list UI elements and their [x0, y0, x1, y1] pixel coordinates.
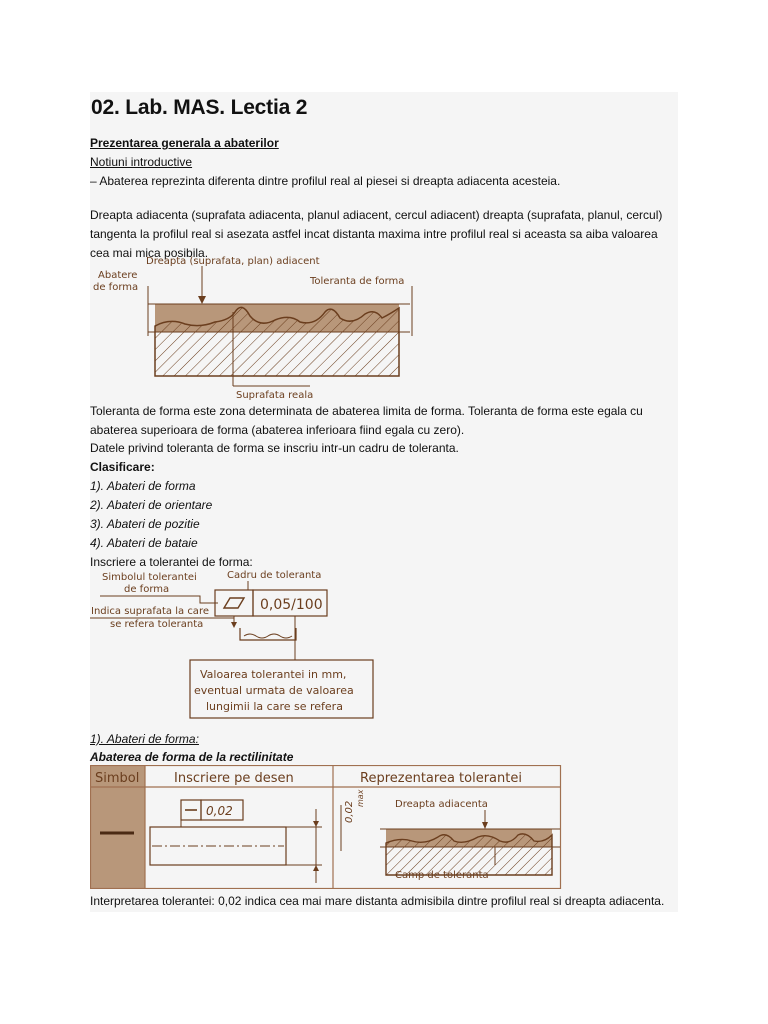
classification-item: 3). Abateri de pozitie — [90, 517, 200, 531]
adjacent-line-figure — [90, 256, 420, 402]
paragraph-6: Interpretarea tolerantei: 0,02 indica cea mai mare distanta admisibila dintre profilul real si dreapta adiacenta. — [90, 894, 665, 908]
paragraph-2: Dreapta adiacenta (suprafata adiacenta, planul adiacent, cercul adiacent) dreapta (suprafata, planul, cercul) tangenta la profilul real si asezata astfel incat distanta maxima intre profilul real si aceasta sa aiba valoarea cea mai mica posibila. — [90, 208, 663, 260]
rep-max: max — [356, 789, 365, 807]
classification-item: 4). Abateri de bataie — [90, 536, 198, 550]
subsection-heading: Abaterea de forma de la rectilinitate — [90, 750, 294, 764]
section-heading: Prezentarea generala a abaterilor — [90, 136, 279, 150]
table-header-simbol: Simbol — [95, 771, 140, 786]
classification-item: 2). Abateri de orientare — [90, 498, 213, 512]
paragraph-5: Inscriere a tolerantei de forma: — [90, 555, 253, 569]
fig2-label-surface-1: Indica suprafata la care — [91, 606, 209, 617]
rep-label-top: Dreapta adiacenta — [395, 799, 488, 810]
tolerance-frame-figure — [90, 566, 420, 730]
fig1-label-top: Dreapta (suprafata, plan) adiacent — [146, 256, 320, 267]
table-frame-value: 0,02 — [206, 804, 233, 818]
arrow-top-icon — [198, 296, 206, 304]
arrow-down-icon — [231, 622, 237, 628]
classification-item: 1). Abateri de forma — [90, 479, 196, 493]
straightness-table — [90, 765, 562, 889]
table-header-reprezentare: Reprezentarea tolerantei — [360, 771, 522, 786]
fig1-label-left-2: de forma — [93, 282, 139, 293]
flatness-symbol-icon — [224, 598, 244, 608]
document-page — [90, 92, 678, 912]
subheading: Notiuni introductive — [90, 155, 193, 169]
dim-arrow-bottom-icon — [313, 865, 319, 871]
table-header-inscriere: Inscriere pe desen — [174, 771, 294, 786]
subsection-title: 1). Abateri de forma: — [90, 732, 199, 746]
box-line-2: eventual urmata de valoarea — [194, 684, 354, 697]
fig1-label-right: Toleranta de forma — [310, 276, 405, 287]
paragraph-1: – Abaterea reprezinta diferenta dintre profilul real al piesei si dreapta adiacenta acesteia. — [90, 174, 561, 188]
surface-wave — [244, 634, 292, 638]
frame-value: 0,05/100 — [260, 597, 323, 613]
fig2-label-symbol-2: de forma — [124, 584, 170, 595]
fig2-label-frame: Cadru de toleranta — [227, 570, 322, 581]
rep-value: 0,02 — [344, 800, 355, 823]
box-line-1: Valoarea tolerantei in mm, — [200, 668, 347, 681]
fig2-label-symbol-1: Simbolul tolerantei — [102, 572, 197, 583]
frame-symbol-cell — [215, 590, 253, 616]
symbol-leader — [100, 596, 218, 603]
rep-label-bottom: Camp de toleranta — [395, 870, 489, 881]
box-line-3: lungimii la care se refera — [206, 700, 343, 713]
page-title: 02. Lab. MAS. Lectia 2 — [91, 96, 308, 119]
dim-arrow-top-icon — [313, 821, 319, 827]
fig2-label-surface-2: se refera toleranta — [110, 619, 204, 630]
paragraph-4: Datele privind toleranta de forma se inscriu intr-un cadru de toleranta. — [90, 441, 459, 455]
classification-heading: Clasificare: — [90, 460, 155, 474]
fig1-label-left-1: Abatere — [98, 270, 138, 281]
fig1-label-bottom: Suprafata reala — [236, 390, 314, 401]
rep-arrow-icon — [482, 822, 488, 829]
paragraph-3: Toleranta de forma este zona determinata de abaterea limita de forma. Toleranta de forma este egala cu abaterea superioara de forma (abaterea inferioara fiind egala cu zero). — [90, 404, 643, 437]
